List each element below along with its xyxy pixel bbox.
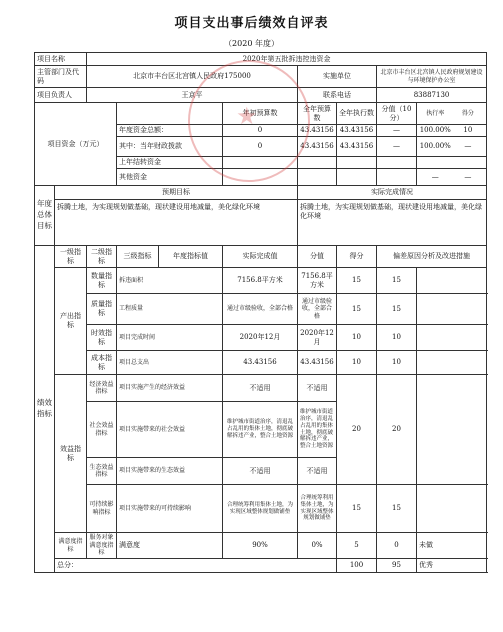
- actual-goal-text: 拆腾土地，为实现规划做基础，现状建设用地减量，美化绿化环境: [298, 200, 487, 246]
- perf-actual: 43.43156: [298, 351, 337, 375]
- leader-row: [35, 88, 487, 103]
- perf-target: 不适用: [223, 458, 298, 485]
- perf-header-l1: 一级指标: [55, 246, 87, 268]
- funds-header-score: 得分: [461, 109, 474, 117]
- goals-content-row: [35, 200, 487, 246]
- implementing-unit-label: 实施单位: [298, 66, 377, 88]
- perf-score-value: 15: [337, 294, 377, 325]
- report-year: （2020 年度）: [224, 39, 279, 48]
- perf-l3: 项目实施带来的可持续影响: [117, 485, 223, 533]
- funds-row-score: —: [464, 172, 472, 181]
- funds-row-init: [223, 169, 298, 186]
- perf-note: 未做: [417, 533, 487, 559]
- funds-row-rate: —: [431, 172, 439, 181]
- funds-row-rate-score: [417, 125, 487, 137]
- funds-row-exec: [337, 157, 377, 169]
- perf-l3: 项目实施带来的生态效益: [117, 458, 223, 485]
- perf-l2: 服务对象满意度指标: [87, 533, 117, 559]
- perf-target: 90%: [223, 533, 298, 559]
- perf-l3: 拆违面积: [117, 268, 223, 294]
- perf-l2: 社会效益指标: [87, 402, 117, 458]
- effect-group2-note: [417, 485, 487, 533]
- perf-header-score: 得分: [337, 246, 377, 268]
- funds-header-rate-score: [417, 103, 487, 125]
- funds-row-name: 其中：当年财政拨款: [117, 137, 223, 157]
- perf-target: 合理统筹利用集体土地，为实现区域整体规划做铺垫: [223, 485, 298, 533]
- perf-score-value: 5: [337, 533, 377, 559]
- perf-target: 维护城市街道治序，清退乱占乱用的集体土地，彻底破解拆违产业，整合土地资源: [223, 402, 298, 458]
- implementing-unit-value: 北京市丰台区北宫镇人民政府规划建设与环境保护办公室: [377, 66, 487, 88]
- perf-score: 0: [377, 533, 417, 559]
- department-value: 北京市丰台区北宫镇人民政府175000: [87, 66, 298, 88]
- perf-header-row: [35, 246, 487, 268]
- effect-group1-score: 20: [377, 375, 417, 485]
- department-row: [35, 66, 487, 88]
- table-row: [35, 533, 487, 559]
- effect-group2-score: 15: [377, 485, 417, 533]
- perf-l2: 成本指标: [87, 351, 117, 375]
- expected-goal-label: 预期目标: [55, 186, 298, 200]
- perf-header-score-value: 分值: [298, 246, 337, 268]
- perf-actual: 0%: [298, 533, 337, 559]
- funds-row-rate-score: [417, 157, 487, 169]
- total-rating: 优秀: [417, 559, 487, 573]
- funds-row-score: 10: [463, 126, 473, 135]
- perf-score: 10: [377, 351, 417, 375]
- funds-header-rate: 执行率: [426, 109, 445, 117]
- perf-l3: 项目总支出: [117, 351, 223, 375]
- funds-row-rate: 100.00%: [419, 142, 451, 151]
- perf-score-value: 10: [337, 351, 377, 375]
- perf-l3: 项目实施带来的社会效益: [117, 402, 223, 458]
- perf-score: 10: [377, 325, 417, 351]
- perf-actual: 2020年12月: [298, 325, 337, 351]
- funds-row-name: 上年结转资金: [117, 157, 223, 169]
- perf-note: [417, 351, 487, 375]
- department-label: 主管部门及代码: [35, 66, 87, 88]
- perf-target: 通过市级验收，全部合格: [223, 294, 298, 325]
- perf-header-target: 年度指标值: [159, 246, 223, 268]
- perf-score-value: 10: [337, 325, 377, 351]
- perf-l3: 工程质量: [117, 294, 223, 325]
- funds-header-full: 全年预算数: [298, 103, 337, 125]
- perf-l2: 生态效益指标: [87, 458, 117, 485]
- phone-label: 联系电话: [298, 88, 377, 103]
- funds-header-score-value: 分值（10分）: [377, 103, 417, 125]
- funds-row-rate: 100.00%: [419, 126, 451, 135]
- funds-row-score-value: [377, 157, 417, 169]
- funds-row-init: 0: [223, 137, 298, 157]
- total-row: [35, 559, 487, 573]
- perf-actual: 不适用: [298, 375, 337, 402]
- funds-label: 项目资金（万元）: [35, 103, 117, 186]
- perf-l2: 质量指标: [87, 294, 117, 325]
- funds-row-name: 年度资金总额：: [117, 125, 223, 137]
- table-row: [35, 351, 487, 375]
- funds-header-exec: 全年执行数: [337, 103, 377, 125]
- perf-score: 15: [377, 294, 417, 325]
- total-score: 95: [377, 559, 417, 573]
- table-row: [35, 294, 487, 325]
- effect-indicator-label: 效益指标: [55, 375, 87, 533]
- perf-target: 7156.8平方米: [223, 268, 298, 294]
- perf-actual: 通过市级验收，全部合格: [298, 294, 337, 325]
- perf-target: 不适用: [223, 375, 298, 402]
- project-name-value: 2020年第五批拆违控违资金: [87, 53, 487, 66]
- perf-l3: 项目完成时间: [117, 325, 223, 351]
- funds-row-exec: 43.43156: [337, 137, 377, 157]
- effect-group1-score-value: 20: [337, 375, 377, 485]
- funds-header-row: [35, 103, 487, 125]
- perf-actual: 合理统筹利用集体土地，为实现区域整体规划做铺垫: [298, 485, 337, 533]
- perf-section-label: 绩效指标: [35, 246, 55, 573]
- table-row: [35, 325, 487, 351]
- perf-header-l2: 二级指标: [87, 246, 117, 268]
- total-label: 总分：: [55, 559, 337, 573]
- funds-row-score: —: [464, 142, 472, 151]
- page-title: 项目支出事后绩效自评表: [174, 16, 329, 31]
- goals-header-row: [35, 186, 487, 200]
- project-name-label: 项目名称: [35, 53, 87, 66]
- leader-label: 项目负责人: [35, 88, 87, 103]
- funds-row-full: [298, 169, 337, 186]
- perf-l2: 时效指标: [87, 325, 117, 351]
- perf-header-note: 偏差原因分析及改进措施: [377, 246, 487, 268]
- perf-note: [417, 325, 487, 351]
- table-row: [35, 268, 487, 294]
- perf-note: [417, 268, 487, 294]
- perf-l2: 数量指标: [87, 268, 117, 294]
- perf-note: [417, 294, 487, 325]
- funds-row-score-value: —: [377, 125, 417, 137]
- funds-row-init: 0: [223, 125, 298, 137]
- perf-header-l3: 三级指标: [117, 246, 159, 268]
- table-row: [35, 485, 487, 533]
- funds-row-exec: 43.43156: [337, 125, 377, 137]
- total-score-value: 100: [337, 559, 377, 573]
- funds-row-score-value: [377, 169, 417, 186]
- perf-actual: 维护城市街道治序，清退乱占乱用的集体土地，彻底破解拆违产业，整合土地资源: [298, 402, 337, 458]
- perf-header-actual: 实际完成值: [223, 246, 298, 268]
- funds-row-rate-score: [417, 137, 487, 157]
- perf-l2: 可持续影响指标: [87, 485, 117, 533]
- funds-row-score-value: —: [377, 137, 417, 157]
- perf-target: 2020年12月: [223, 325, 298, 351]
- perf-score-value: 15: [337, 268, 377, 294]
- funds-row-full: 43.43156: [298, 137, 337, 157]
- leader-value: 王京平: [87, 88, 298, 103]
- funds-row-name: 其他资金: [117, 169, 223, 186]
- phone-value: 83887130: [377, 88, 487, 103]
- output-indicator-label: 产出指标: [55, 268, 87, 375]
- funds-header-blank: [117, 103, 223, 125]
- funds-row-full: [298, 157, 337, 169]
- funds-row-full: 43.43156: [298, 125, 337, 137]
- funds-header-initial: 年初预算数: [223, 103, 298, 125]
- effect-group2-score-value: 15: [337, 485, 377, 533]
- perf-l3: 满意度: [117, 533, 223, 559]
- evaluation-table: [34, 52, 487, 573]
- satisfaction-indicator-label: 满意度指标: [55, 533, 87, 559]
- expected-goal-text: 拆腾土地，为实现规划做基础，现状建设用地减量，美化绿化环境: [55, 200, 298, 246]
- perf-score: 15: [377, 268, 417, 294]
- perf-actual: 不适用: [298, 458, 337, 485]
- perf-target: 43.43156: [223, 351, 298, 375]
- funds-row-init: [223, 157, 298, 169]
- annual-goal-label: 年度总体目标: [35, 186, 55, 246]
- perf-actual: 7156.8平方米: [298, 268, 337, 294]
- table-row: [35, 375, 487, 402]
- funds-row-rate-score: [417, 169, 487, 186]
- perf-l3: 项目实施产生的经济效益: [117, 375, 223, 402]
- project-name-row: [35, 53, 487, 66]
- effect-group1-note: [417, 375, 487, 485]
- actual-goal-label: 实际完成情况: [298, 186, 487, 200]
- funds-row-exec: [337, 169, 377, 186]
- perf-l2: 经济效益指标: [87, 375, 117, 402]
